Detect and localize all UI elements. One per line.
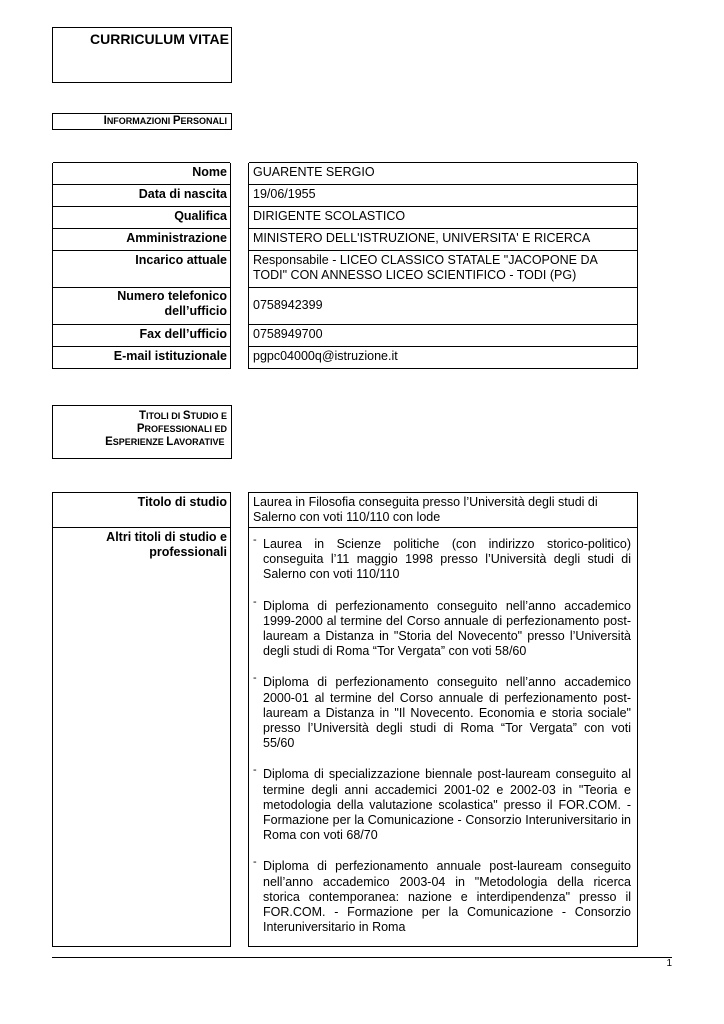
other-titles-list	[252, 534, 631, 951]
list-item: - Diploma di perfezionamento annuale post-lauream conseguito nell’anno accademico 2003-04 in "Metodologia della ricerca storica contemporanea: nazione e interdipendenza" presso il FOR.COM. - Formazione per la Comunicazione - Consorzio Interuniversitario in Roma	[253, 856, 631, 935]
education-values-column	[248, 492, 638, 947]
label-other-titles: Altri titoli di studio e professionali	[106, 530, 227, 559]
page-number: 1	[666, 958, 672, 969]
value-nome: GUARENTE SERGIO	[249, 162, 637, 185]
section-header-titles	[52, 405, 232, 459]
label-degree: Titolo di studio	[137, 495, 227, 509]
label-office-fax: Fax dell’ufficio	[53, 324, 230, 347]
personal-labels-column	[52, 163, 231, 369]
list-item: - Laurea in Scienze politiche (con indirizzo storico-politico) conseguita l’11 maggio 1998 presso l’Università degli studi di Salerno con voti 110/110	[253, 534, 631, 582]
value-administration: MINISTERO DELL'ISTRUZIONE, UNIVERSITA' E RICERCA	[249, 228, 637, 251]
footer-divider	[52, 957, 672, 958]
row-divider	[249, 527, 637, 528]
value-office-fax: 0758949700	[249, 324, 637, 347]
label-office-phone: Numero telefonico dell’ufficio	[53, 287, 230, 325]
section-heading: TITOLI DI STUDIO E PROFESSIONALI ED ESPERIENZE LAVORATIVE	[105, 410, 227, 448]
education-labels-column	[52, 492, 231, 947]
section-header-personal	[52, 113, 232, 130]
label-qualification: Qualifica	[53, 206, 230, 229]
label-birth-date: Data di nascita	[53, 184, 230, 207]
list-item: - Diploma di perfezionamento conseguito nell’anno accademico 1999-2000 al termine del Corso annuale di perfezionamento post-lauream a Distanza in "Storia del Novecento" presso l’Università degli studi di Roma “Tor Vergata” con voti 58/60	[253, 595, 631, 659]
personal-values-column	[248, 163, 638, 369]
row-divider	[53, 527, 230, 528]
label-administration: Amministrazione	[53, 228, 230, 251]
label-email: E-mail istituzionale	[53, 346, 230, 369]
title-box	[52, 27, 232, 83]
label-current-position: Incarico attuale	[53, 250, 230, 288]
list-item: - Diploma di specializzazione biennale post-lauream conseguito al termine degli anni accademici 2001-02 e 2002-03 in "Teoria e metodologia della valutazione scolastica" presso il FOR.COM. - Formazione per la Comunicazione - Consorzio Interuniversitario in Roma con voti 68/70	[253, 764, 631, 843]
value-current-position: Responsabile - LICEO CLASSICO STATALE "JACOPONE DA TODI" CON ANNESSO LICEO SCIENTIFICO - TODI (PG)	[249, 250, 637, 288]
list-item: - Diploma di perfezionamento conseguito nell’anno accademico 2000-01 al termine del Corso annuale di perfezionamento post-lauream a Distanza in "Il Novecento. Economia e storia sociale" presso l’Università degli studi di Roma “Tor Vergata” con voti 55/60	[253, 672, 631, 751]
document-title: CURRICULUM VITAE	[90, 31, 229, 47]
value-degree: Laurea in Filosofia conseguita presso l’Università degli studi di Salerno con voti 110/110 con lode	[253, 495, 598, 524]
value-office-phone: 0758942399	[249, 287, 637, 325]
label-nome: Nome	[53, 162, 230, 185]
value-qualification: DIRIGENTE SCOLASTICO	[249, 206, 637, 229]
value-birth-date: 19/06/1955	[249, 184, 637, 207]
value-email: pgpc04000q@istruzione.it	[249, 346, 637, 369]
section-heading: INFORMAZIONI PERSONALI	[103, 115, 227, 127]
